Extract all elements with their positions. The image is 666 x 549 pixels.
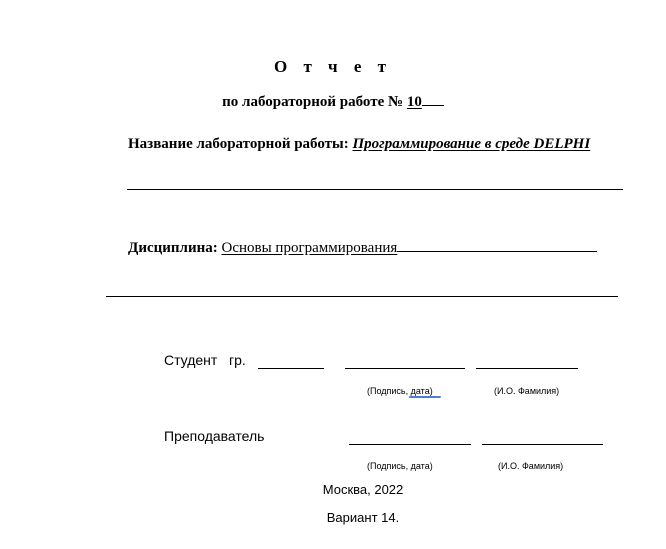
discipline-line	[128, 237, 597, 257]
spellcheck-underline	[409, 396, 441, 398]
student-label: Студент	[164, 352, 218, 368]
variant-number: Вариант 14.	[326, 510, 400, 525]
report-title: О т ч е т	[273, 57, 393, 76]
lab-number-blank	[422, 91, 444, 106]
discipline-rule	[106, 296, 618, 297]
teacher-signature-caption: (Подпись, дата)	[367, 461, 433, 471]
city-year: Москва, 2022	[322, 482, 404, 497]
student-row	[164, 352, 246, 368]
student-signature-field[interactable]	[345, 368, 465, 369]
group-label: гр.	[229, 352, 246, 368]
discipline-value: Основы программирования	[221, 240, 398, 256]
teacher-name-caption: (И.О. Фамилия)	[498, 461, 564, 471]
report-subtitle	[0, 91, 666, 111]
lab-name-label: Название лабораторной работы:	[128, 136, 349, 152]
lab-name-rule	[127, 189, 623, 190]
teacher-label: Преподаватель	[164, 428, 265, 444]
student-signature-caption: (Подпись, дата)	[367, 386, 433, 396]
discipline-label: Дисциплина:	[128, 240, 218, 256]
student-name-caption: (И.О. Фамилия)	[494, 386, 560, 396]
lab-name-value: Программирование в среде DELPHI	[352, 136, 591, 152]
subtitle-prefix: по лабораторной работе №	[222, 94, 407, 110]
student-name-field[interactable]	[476, 368, 578, 369]
discipline-blank	[397, 237, 597, 252]
teacher-signature-field[interactable]	[349, 444, 471, 445]
teacher-name-field[interactable]	[482, 444, 603, 445]
lab-number: 10	[406, 94, 422, 110]
group-field[interactable]	[258, 368, 324, 369]
lab-name-line	[128, 136, 590, 153]
